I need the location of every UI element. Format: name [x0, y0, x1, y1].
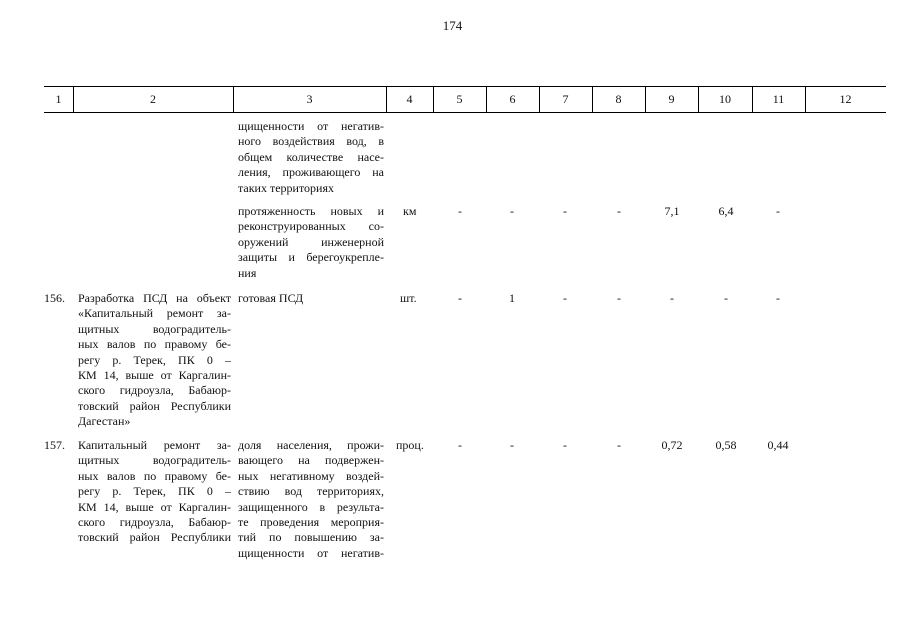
header-col-7: 7 — [562, 92, 569, 106]
value-col-7: - — [563, 438, 567, 452]
indicator-text: доля населения, прожи- вающего на подвержен- ных негативному воздей- ствию вод территориях, защищенного в результа- те проведения мероприя- тий по повышению за- щищенности от негатив- — [238, 438, 384, 560]
unit: км — [403, 204, 417, 218]
unit: шт. — [400, 291, 417, 305]
row-number: 157. — [44, 438, 65, 452]
row-number: 156. — [44, 291, 65, 305]
header-col-3: 3 — [306, 92, 313, 106]
value-col-7: - — [563, 204, 567, 218]
value-col-8: - — [617, 291, 621, 305]
measure-text: Разработка ПСД на объект «Капитальный ремонт за- щитных водоградитель- ных валов по правому бе- регу р. Терек, ПК 0 – КМ 14, выше от Каргалин- ского гидроузла, Бабаюр- товский район Республики Дагестан» — [78, 291, 231, 429]
value-col-10: - — [724, 291, 728, 305]
value-col-11: - — [776, 204, 780, 218]
header-col-12: 12 — [839, 92, 852, 106]
value-col-9: - — [670, 291, 674, 305]
header-col-11: 11 — [772, 92, 785, 106]
header-col-8: 8 — [615, 92, 622, 106]
header-col-10: 10 — [719, 92, 731, 106]
value-col-8: - — [617, 204, 621, 218]
header-col-6: 6 — [509, 92, 516, 106]
value-col-6: - — [510, 438, 514, 452]
table-header-bottom-border — [44, 112, 886, 113]
value-col-8: - — [617, 438, 621, 452]
value-col-7: - — [563, 291, 567, 305]
header-col-4: 4 — [406, 92, 413, 106]
header-col-2: 2 — [150, 92, 156, 106]
value-col-5: - — [458, 291, 462, 305]
value-col-10: 0,58 — [715, 438, 737, 452]
header-col-9: 9 — [668, 92, 675, 106]
value-col-11: - — [776, 291, 780, 305]
value-col-10: 6,4 — [718, 204, 734, 218]
indicator-text: готовая ПСД — [238, 291, 304, 305]
value-col-5: - — [458, 204, 462, 218]
header-col-5: 5 — [456, 92, 463, 106]
page-number: 174 — [442, 18, 463, 33]
value-col-11: 0,44 — [767, 438, 789, 452]
value-col-5: - — [458, 438, 462, 452]
value-col-6: - — [510, 204, 514, 218]
indicator-text: протяженность новых и реконструированных со- оружений инженерной защиты и берегоукрепле- ния — [238, 204, 384, 280]
value-col-9: 0,72 — [661, 438, 683, 452]
header-col-1: 1 — [55, 92, 62, 106]
indicator-text: щищенности от негатив- ного воздействия вод, в общем количестве насе- ления, проживающего на таких территориях — [238, 119, 384, 195]
unit: проц. — [396, 438, 424, 452]
measure-text: Капитальный ремонт за- щитных водоградитель- ных валов по правому бе- регу р. Терек, ПК 0 – КМ 14, выше от Каргалин- ского гидроузла, Бабаюр- товский район Республики — [78, 438, 231, 545]
value-col-6: 1 — [509, 291, 515, 305]
value-col-9: 7,1 — [664, 204, 680, 218]
